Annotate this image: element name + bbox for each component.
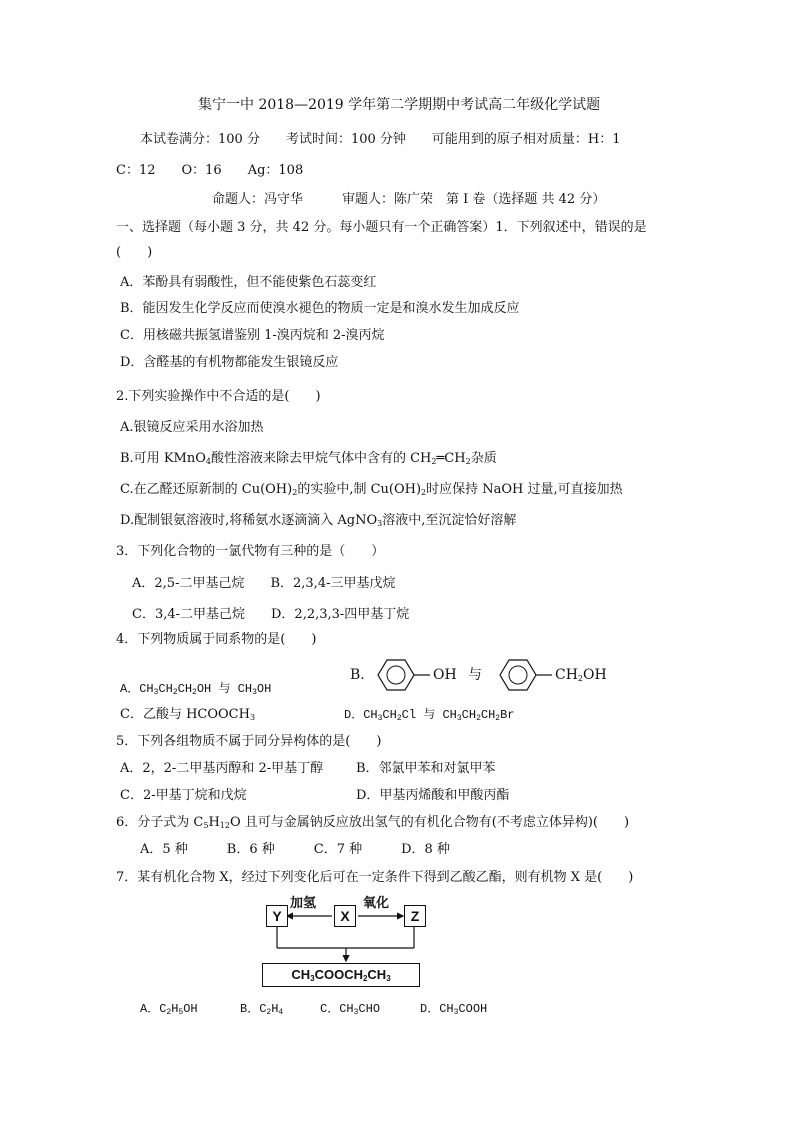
q1-option-b: B．能因发生化学反应而使溴水褪色的物质一定是和溴水发生加成反应 [120, 301, 520, 316]
q4-a-sub: 3 [252, 688, 257, 697]
q4-d-sub: 3 [377, 714, 383, 723]
q7-b-sub: 2 [266, 1008, 272, 1017]
q2-option-d [120, 513, 516, 529]
q4-option-a [120, 681, 271, 697]
q1-option-d: D．含醛基的有机物都能发生银镜反应 [120, 355, 339, 370]
q5-option-b: B．邻氯甲苯和对氯甲苯 [356, 761, 496, 776]
q4-b-text: CH [555, 667, 578, 683]
product-sub: 2 [362, 974, 368, 983]
q2-option-b [120, 451, 497, 467]
product-text: CH [291, 967, 311, 982]
q2-b-sub: 2 [431, 457, 437, 466]
product-text: COOCH [314, 967, 363, 982]
q7-c-text: CHO [358, 1002, 381, 1016]
q4-b-yu: 与 [468, 667, 482, 683]
q7-c-text: C．CH [320, 1002, 354, 1016]
q4-a-text: OH [256, 682, 272, 696]
q7-a-sub: 2 [166, 1008, 172, 1017]
benzene-ring-icon [490, 656, 554, 694]
q2-d-text: D.配制银氨溶液时,将稀氨水逐滴滴入 AgNO [120, 513, 378, 528]
q2-c-text: 时应保持 NaOH 过量,可直接加热 [426, 482, 623, 497]
q4-d-text: CH [382, 708, 397, 722]
q7-option-a [140, 1001, 198, 1017]
benzene-ring-icon [368, 656, 432, 694]
q2-b-text: 酸性溶液来除去甲烷气体中含有的 CH [210, 451, 432, 466]
q1-paren: ( ) [116, 245, 153, 260]
section-heading: 一、选择题（每小题 3 分，共 42 分。每小题只有一个正确答案）1．下列叙述中，错误的是 [116, 220, 647, 235]
q4-d-text: Br [500, 708, 515, 722]
q6-sub: 5 [203, 821, 209, 830]
q7-a-text: OH [183, 1002, 198, 1016]
q7-option-c [320, 1001, 380, 1017]
q2-stem: 2.下列实验操作中不合适的是( ) [116, 389, 321, 404]
q4-b-oh: OH [433, 667, 457, 683]
q7-d-sub: 3 [453, 1008, 459, 1017]
q2-c-sub: 2 [421, 488, 427, 497]
q5-option-d: D．甲基丙烯酸和甲酸丙酯 [356, 788, 510, 803]
q7-d-text: COOH [458, 1002, 488, 1016]
q6-stem [116, 815, 629, 831]
product-box [262, 963, 420, 987]
q4-d-text: Cl 与 CH [401, 708, 457, 722]
q2-b-text: 杂质 [470, 451, 497, 466]
box-y: Y [266, 905, 288, 927]
q3-stem: 3．下列化合物的一氯代物有三种的是（ ） [116, 544, 385, 559]
q7-a-text: A．C [140, 1002, 167, 1016]
q2-d-text: 溶液中,至沉淀恰好溶解 [382, 513, 517, 528]
q7-c-sub: 3 [353, 1008, 359, 1017]
q4-c-sub: 3 [249, 713, 256, 722]
q6-text: H [208, 815, 220, 830]
q7-stem: 7．某有机化合物 X，经过下列变化后可在一定条件下得到乙酸乙酯，则有机物 X 是( ) [116, 870, 634, 885]
exam-title: 集宁一中 2018—2019 学年第二学期期中考试高二年级化学试题 [198, 97, 601, 113]
q4-stem: 4．下列物质属于同系物的是( ) [116, 632, 317, 647]
q7-b-text: H [271, 1002, 279, 1016]
q4-d-sub: 2 [476, 714, 481, 723]
q4-d-text: CH [461, 708, 477, 722]
q3-options-ab: A．2,5-二甲基己烷 B．2,3,4-三甲基戊烷 [132, 576, 396, 591]
label-oxidation: 氧化 [363, 896, 390, 911]
q6-text: 6．分子式为 C [116, 815, 204, 830]
q4-b-ch2oh [555, 667, 607, 683]
q4-a-sub: 2 [192, 688, 197, 697]
q5-option-a: A．2，2-二甲基丙醇和 2-甲基丁醇 [120, 761, 324, 776]
atomic-mass-line: C：12 O：16 Ag：108 [116, 163, 304, 178]
q2-b-text: ═CH [436, 451, 466, 466]
q2-b-sub: 2 [465, 457, 471, 466]
q4-a-text: OH 与 CH [196, 682, 253, 696]
exam-info-line: 本试卷满分：100 分 考试时间：100 分钟 可能用到的原子相对质量：H：1 [140, 132, 621, 147]
q4-a-text: CH [158, 682, 173, 696]
q1-option-c: C．用核磁共振氢谱鉴别 1-溴丙烷和 2-溴丙烷 [120, 328, 385, 343]
q3-options-cd: C．3,4-二甲基己烷 D．2,2,3,3-四甲基丁烷 [132, 607, 410, 622]
q2-b-text: B.可用 KMnO [120, 451, 206, 466]
q2-b-sub: 4 [205, 457, 211, 466]
q4-d-sub: 2 [396, 714, 402, 723]
q7-option-b [240, 1001, 283, 1017]
q7-d-text: D．CH [420, 1002, 454, 1016]
q4-b-sub: 2 [577, 674, 584, 683]
label-hydrogenation: 加氢 [290, 896, 317, 911]
box-x: X [334, 905, 356, 927]
q4-d-sub: 3 [456, 714, 462, 723]
q4-a-text: CH [177, 682, 193, 696]
q4-a-text: A．CH [120, 682, 154, 696]
q4-option-b-label: B. [350, 667, 365, 683]
q7-b-sub: 4 [278, 1008, 284, 1017]
q7-b-text: B．C [240, 1002, 267, 1016]
q2-option-a: A.银镜反应采用水浴加热 [120, 420, 264, 435]
q1-option-a: A．苯酚具有弱酸性，但不能使紫色石蕊变红 [120, 275, 377, 290]
q5-option-c: C．2-甲基丁烷和戊烷 [120, 788, 247, 803]
q4-c-text: C．乙酸与 HCOOCH [120, 707, 250, 722]
q2-d-sub: 3 [377, 519, 383, 528]
q4-option-c [120, 707, 255, 723]
product-sub: 3 [386, 974, 391, 983]
q4-b-text: OH [583, 667, 607, 683]
q4-option-d [344, 707, 515, 723]
box-z: Z [404, 905, 426, 927]
q4-d-sub: 2 [495, 714, 501, 723]
q2-c-text: C.在乙醛还原新制的 Cu(OH) [120, 482, 293, 497]
q4-a-sub: 2 [172, 688, 178, 697]
q4-d-text: D．CH [344, 708, 378, 722]
q2-option-c [120, 482, 623, 498]
author-line: 命题人：冯守华 审题人：陈广荣 第 I 卷（选择题 共 42 分） [212, 192, 606, 207]
q7-a-text: H [171, 1002, 179, 1016]
q7-a-sub: 5 [178, 1008, 184, 1017]
q4-a-sub: 3 [153, 688, 159, 697]
q2-c-text: 的实验中,制 Cu(OH) [297, 482, 422, 497]
q7-option-d [420, 1001, 487, 1017]
q6-options: A．5 种 B．6 种 C．7 种 D．8 种 [140, 842, 450, 857]
q6-text: O 且可与金属钠反应放出氢气的有机化合物有(不考虑立体异构)( ) [229, 815, 630, 830]
product-sub: 3 [310, 974, 315, 983]
q4-d-text: CH [480, 708, 496, 722]
q5-stem: 5．下列各组物质不属于同分异构体的是( ) [116, 734, 382, 749]
product-text: CH [367, 967, 387, 982]
q6-sub: 12 [219, 821, 230, 830]
q2-c-sub: 2 [292, 488, 298, 497]
